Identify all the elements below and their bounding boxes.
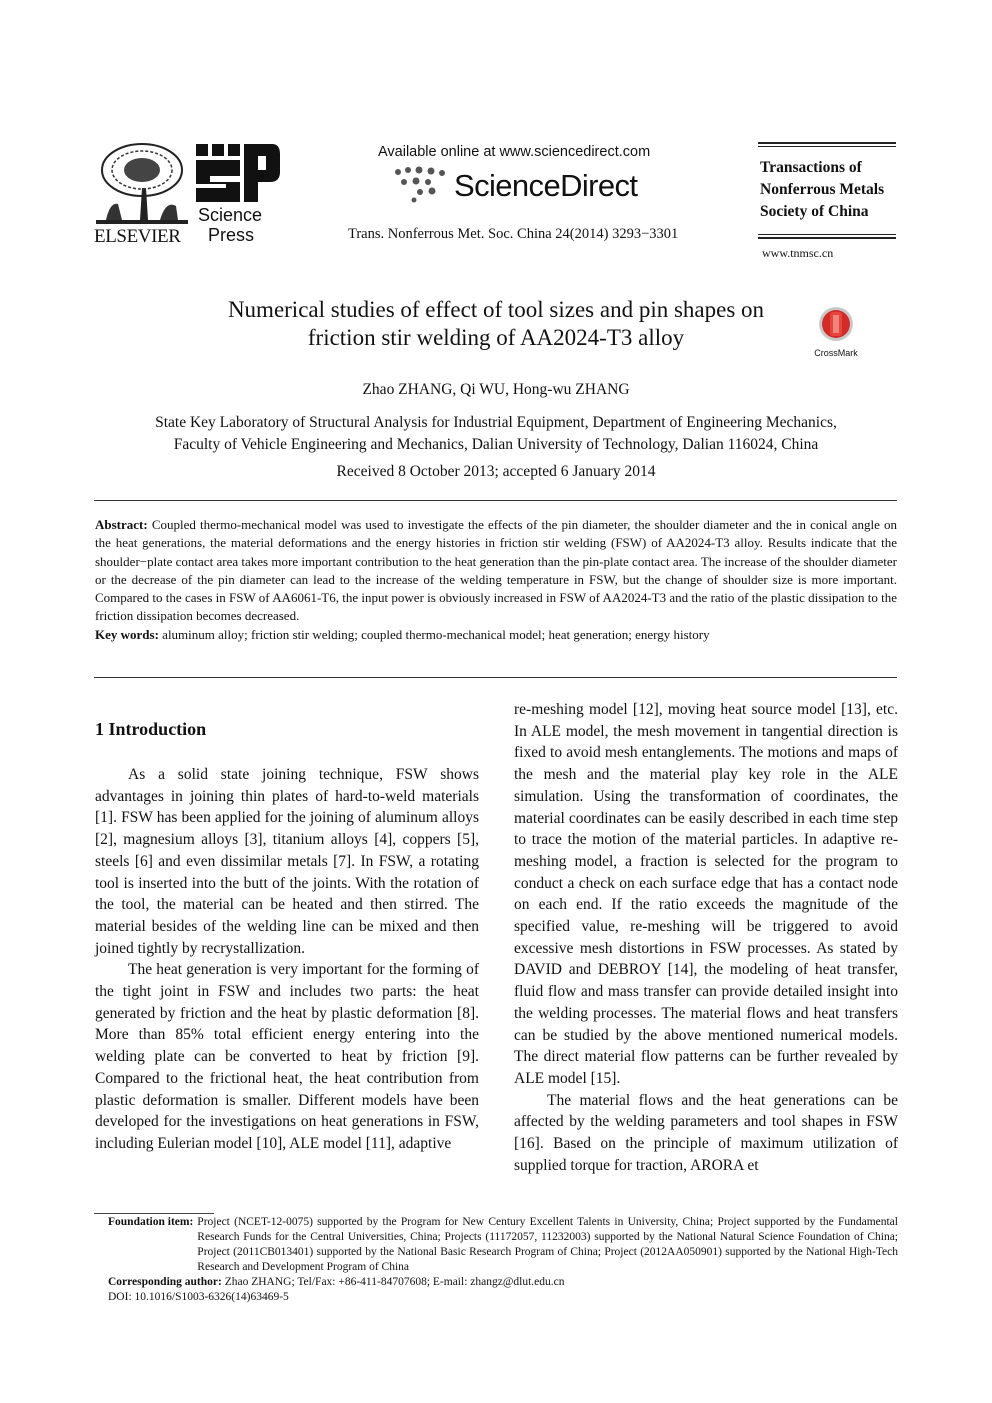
divider <box>758 234 896 235</box>
keywords-text: aluminum alloy; friction stir welding; coupled thermo-mechanical model; heat generation; energy history <box>162 626 710 642</box>
science-press-mark-icon <box>194 142 280 204</box>
article-title <box>150 296 842 352</box>
affiliation-line: State Key Laboratory of Structural Analysis for Industrial Equipment, Department of Engineering Mechanics, <box>155 414 837 431</box>
foundation-item <box>108 1215 898 1275</box>
body-paragraph: re-meshing model [12], moving heat source model [13], etc. In ALE model, the mesh movement in tangential direction is fixed to avoid mesh entanglements. The motions and maps of the mesh and the material play key role in the ALE simulation. Using the transformation of coordinates, the material coordinates can be easily described in each time step to trace the motion of the material particles. In adaptive re-meshing model, a fraction is selected for the program to conduct a check on each surface edge that has a contact node on each end. If the ratio exceeds the magnitude of the specified value, re-meshing will be triggered to avoid excessive mesh distortions in FSW processes. As stated by DAVID and DEBROY [14], the modeling of heat transfer, fluid flow and mass transfer can provide detailed insight into the welding processes. The material flows and heat transfers can be studied by the above mentioned numerical models. The direct material flow patterns can be further revealed by ALE model [15]. <box>514 701 898 1087</box>
crossmark-icon <box>808 306 864 344</box>
journal-title-box <box>758 142 896 241</box>
crossmark-badge[interactable] <box>808 306 864 356</box>
divider <box>94 500 897 501</box>
sciencedirect-wordmark: ScienceDirect <box>454 168 638 203</box>
corresponding-label: Corresponding author: <box>108 1276 222 1288</box>
journal-url: www.tnmsc.cn <box>762 246 834 260</box>
foundation-text: Project (NCET-12-0075) supported by the Program for New Century Excellent Talents in University, China; Project supported by the Fundamental Research Funds for the Central Universities, China; Projects (11172057, 11232003) supported by the National Natural Science Foundation of China; Project (2011CB013401) supported by the National Basic Research Program of China; Project (2012AA050901) supported by the National High-Tech Research and Development Program of China <box>197 1216 898 1273</box>
title-line: Numerical studies of effect of tool sizes and pin shapes on <box>227 297 765 322</box>
affiliation-line: Faculty of Vehicle Engineering and Mechanics, Dalian University of Technology, Dalian 116024, China <box>173 436 819 453</box>
doi[interactable]: DOI: 10.1016/S1003-6326(14)63469-5 <box>108 1291 289 1303</box>
divider <box>758 142 896 144</box>
corresponding-author <box>108 1275 898 1290</box>
divider <box>758 237 896 239</box>
left-column <box>95 764 479 1155</box>
abstract-label: Abstract: <box>95 517 148 532</box>
body-paragraph: The material flows and the heat generations can be affected by the welding parameters and tool shapes in FSW [16]. Based on the principle of maximum utilization of supplied torque for traction, ARORA et <box>514 1091 898 1174</box>
divider <box>94 677 897 678</box>
crossmark-label: CrossMark <box>814 348 858 358</box>
title-line: friction stir welding of AA2024-T3 alloy <box>307 325 685 350</box>
journal-name-line: Nonferrous Metals <box>760 181 885 198</box>
available-online-text: Available online at www.sciencedirect.com <box>378 144 651 160</box>
science-press-wordmark <box>198 205 262 245</box>
right-column <box>514 699 898 1176</box>
section-heading: 1 Introduction <box>95 719 207 739</box>
footnotes <box>108 1215 898 1305</box>
sciencedirect-dots-icon <box>392 164 452 204</box>
divider <box>758 146 896 147</box>
keywords <box>95 626 897 644</box>
authors: Zhao ZHANG, Qi WU, Hong-wu ZHANG <box>362 381 630 398</box>
keywords-label: Key words: <box>95 626 159 642</box>
journal-name-line: Society of China <box>760 203 869 220</box>
foundation-label: Foundation item: <box>108 1216 194 1228</box>
journal-reference: Trans. Nonferrous Met. Soc. China 24(2014) 3293−3301 <box>348 226 679 242</box>
footnote-divider <box>94 1213 214 1214</box>
elsevier-wordmark: ELSEVIER <box>94 226 181 247</box>
abstract <box>95 516 897 644</box>
elsevier-tree-icon <box>96 142 188 226</box>
abstract-paragraph <box>95 516 897 626</box>
science-press-logo <box>194 142 280 246</box>
sciencedirect-logo <box>392 164 662 208</box>
journal-name <box>760 157 896 223</box>
science-press-line-2: Press <box>208 225 255 245</box>
abstract-text: Coupled thermo-mechanical model was used to investigate the effects of the pin diameter, the shoulder diameter and the in conical angle on the heat generations, the material deformations and the energy histories in friction stir welding (FSW) of AA2024-T3 alloy. Results indicate that the shoulder−plate contact area takes more important contribution to the heat generation than the pin-plate contact area. The increase of the shoulder diameter or the decrease of the pin diameter can lead to the increase of the welding temperature in FSW, but the change of shoulder size is more important. Compared to the cases in FSW of AA6061-T6, the input power is obviously increased in FSW of AA2024-T3 and the ratio of the plastic dissipation to the friction dissipation becomes decreased. <box>95 517 898 624</box>
corresponding-text: Zhao ZHANG; Tel/Fax: +86-411-84707608; E-mail: zhangz@dlut.edu.cn <box>224 1276 565 1288</box>
affiliation <box>100 412 892 456</box>
received-dates: Received 8 October 2013; accepted 6 January 2014 <box>336 463 656 480</box>
body-paragraph: The heat generation is very important for the forming of the tight joint in FSW and includes two parts: the heat generated by friction and the heat by plastic deformation [8]. More than 85% total efficient energy entering into the welding plate can be converted to heat by friction [9]. Compared to the frictional heat, the heat contribution from plastic deformation is smaller. Different models have been developed for the investigations on heat generations in FSW, including Eulerian model [10], ALE model [11], adaptive <box>95 961 479 1152</box>
journal-name-line: Transactions of <box>760 159 862 176</box>
elsevier-logo <box>94 142 192 246</box>
science-press-line-1: Science <box>198 205 263 225</box>
body-paragraph: As a solid state joining technique, FSW shows advantages in joining thin plates of hard-to-weld materials [1]. FSW has been applied for the joining of aluminum alloys [2], magnesium alloys [3], titanium alloys [4], coppers [5], steels [6] and even dissimilar metals [7]. In FSW, a rotating tool is inserted into the butt of the joints. With the rotation of the tool, the material can be heated and then stirred. The material besides of the welding line can be mixed and then joined tightly by recrystallization. <box>95 766 479 957</box>
